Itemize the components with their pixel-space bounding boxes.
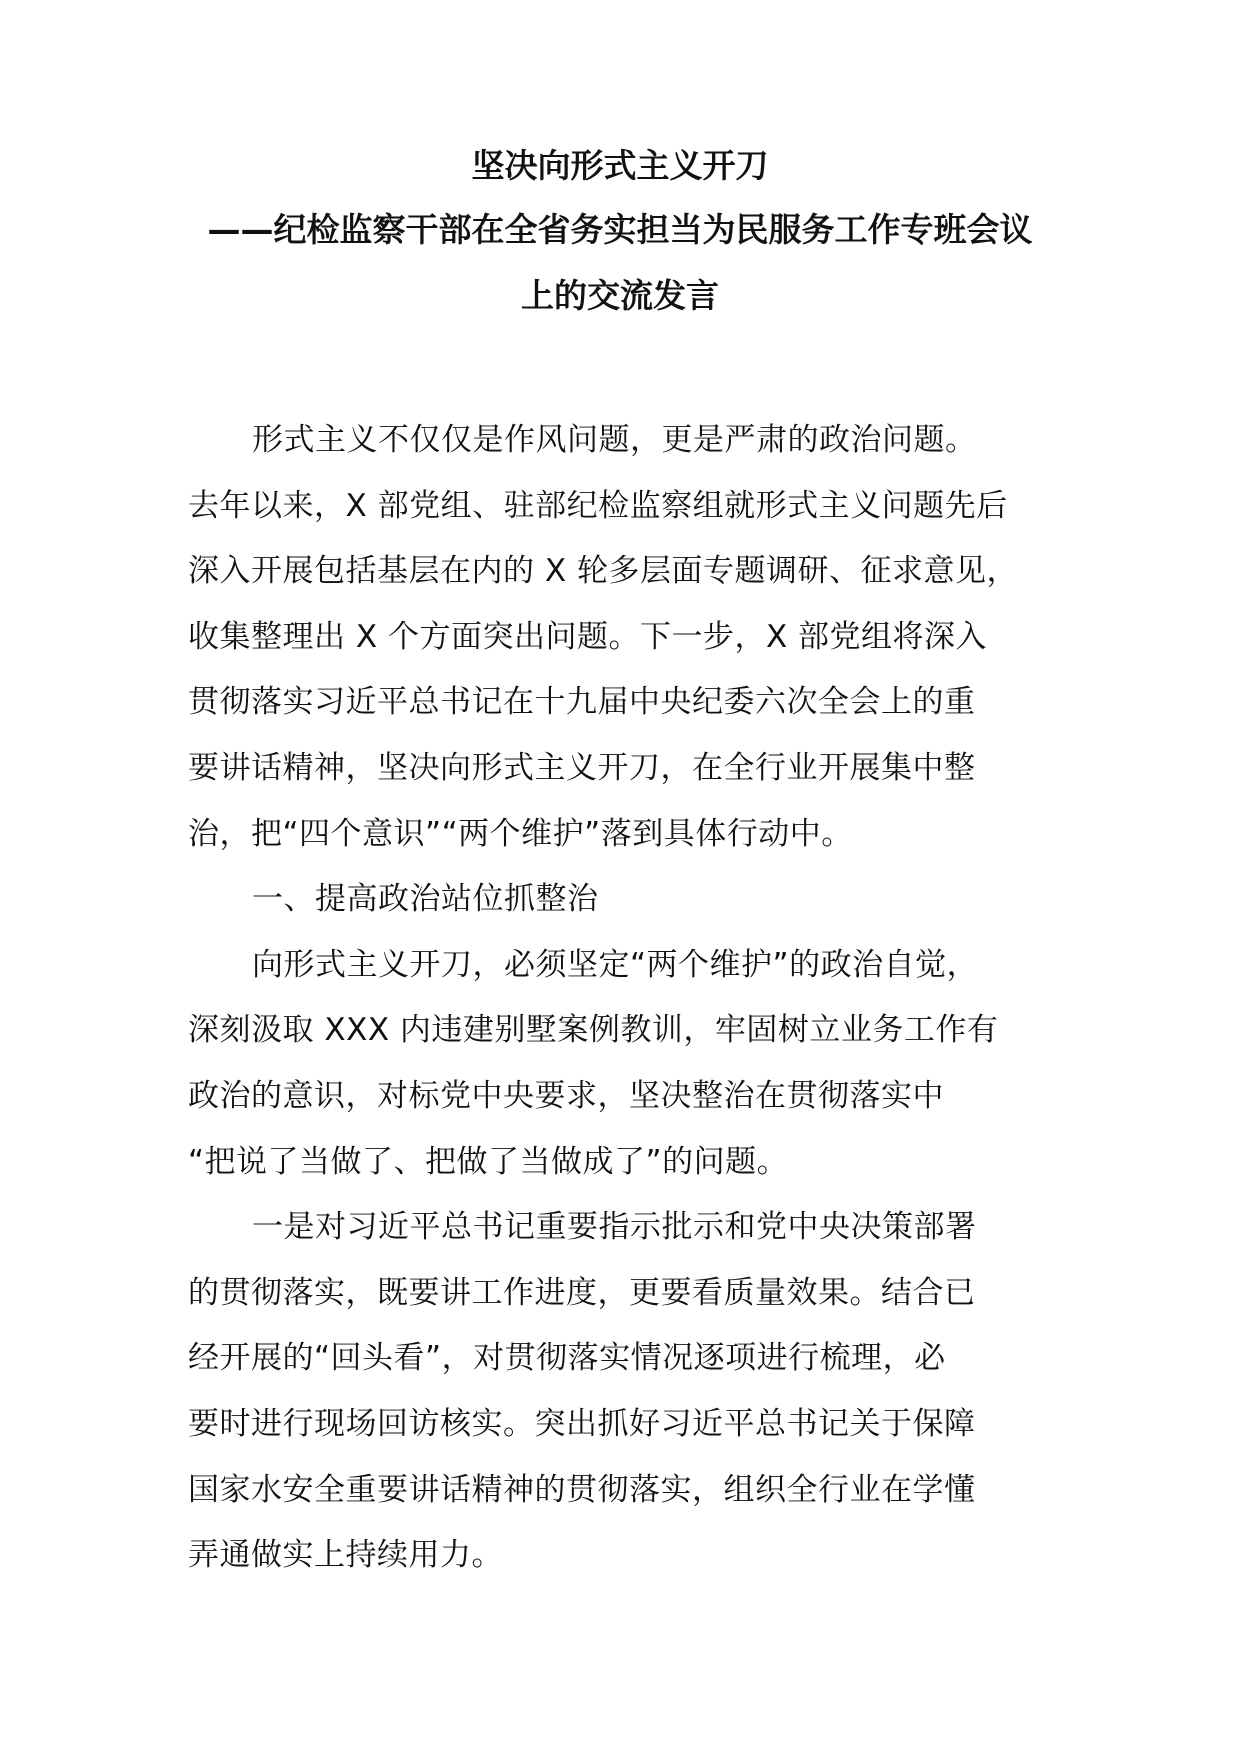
document-subtitle-line1: ——纪检监察干部在全省务实担当为民服务工作专班会议 — [207, 210, 1033, 249]
text-line: 深刻汲取 XXX 内违建别墅案例教训，牢固树立业务工作有 — [188, 1012, 999, 1049]
text-line: 的贯彻落实，既要讲工作进度，更要看质量效果。结合已 — [188, 1274, 976, 1311]
text-line: 治，把“四个意识”“两个维护”落到具体行动中。 — [188, 815, 853, 852]
paragraph — [188, 418, 1088, 877]
text-line: 向形式主义开刀，必须坚定“两个维护”的政治自觉， — [252, 946, 979, 983]
text-line: 国家水安全重要讲话精神的贯彻落实，组织全行业在学懂 — [188, 1471, 976, 1508]
text-line: “把说了当做了、把做了当做成了”的问题。 — [188, 1143, 789, 1180]
section-heading — [188, 877, 1088, 943]
document-subtitle-line2: 上的交流发言 — [521, 276, 719, 315]
text-line: 形式主义不仅仅是作风问题，更是严肃的政治问题。 — [252, 422, 977, 458]
paragraph — [188, 1205, 1088, 1599]
text-line: 深入开展包括基层在内的 X 轮多层面专题调研、征求意见， — [188, 553, 1018, 590]
text-line: 政治的意识，对标党中央要求，坚决整治在贯彻落实中 — [188, 1077, 944, 1114]
text-line: 经开展的“回头看”，对贯彻落实情况逐项进行梳理，必 — [188, 1340, 946, 1377]
text-line: 去年以来，X 部党组、驻部纪检监察组就形式主义问题先后 — [188, 487, 1008, 524]
text-line: 一、提高政治站位抓整治 — [252, 881, 599, 918]
text-line: 要时进行现场回访核实。突出抓好习近平总书记关于保障 — [188, 1405, 976, 1442]
document-body — [188, 418, 1088, 1599]
text-line: 要讲话精神，坚决向形式主义开刀，在全行业开展集中整 — [188, 749, 976, 786]
text-line: 弄通做实上持续用力。 — [188, 1537, 503, 1574]
paragraph — [188, 943, 1088, 1205]
text-line: 收集整理出 X 个方面突出问题。下一步，X 部党组将深入 — [188, 618, 988, 655]
text-line: 一是对习近平总书记重要指示批示和党中央决策部署 — [252, 1209, 977, 1246]
document-title: 坚决向形式主义开刀 — [471, 146, 769, 185]
text-line: 贯彻落实习近平总书记在十九届中央纪委六次全会上的重 — [188, 684, 976, 721]
